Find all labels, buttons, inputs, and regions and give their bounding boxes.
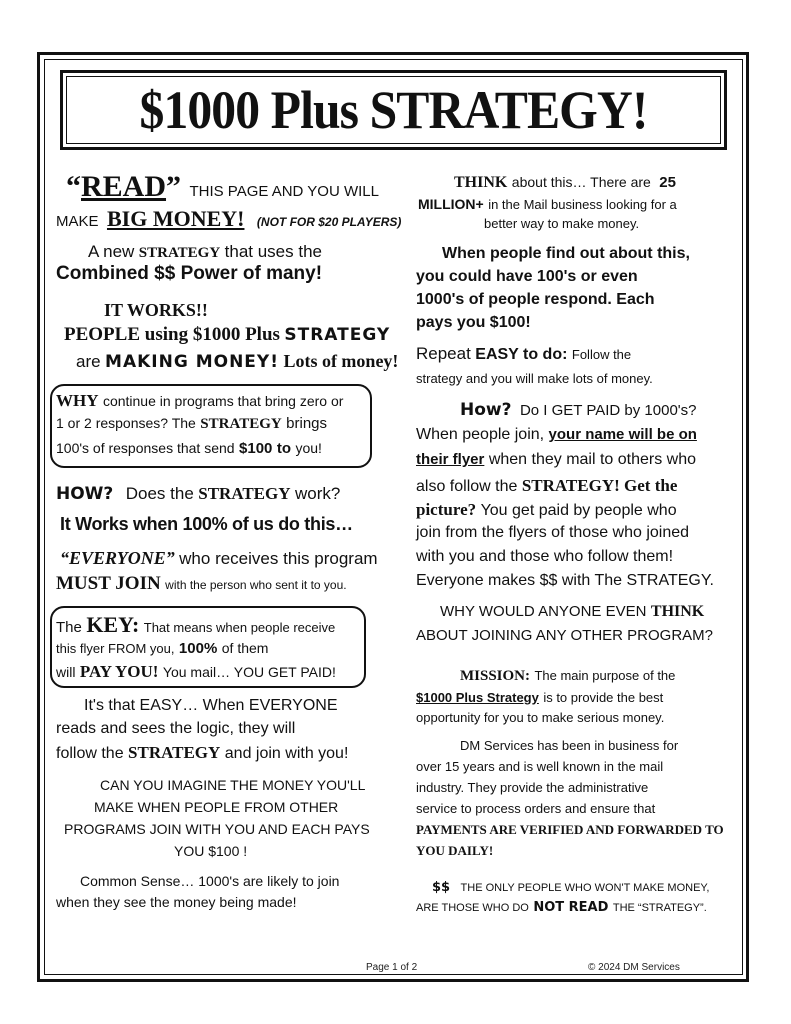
people-using-b: STRATEGY bbox=[284, 325, 391, 345]
key-line-1 bbox=[56, 612, 335, 637]
join-line-4 bbox=[416, 500, 677, 520]
how-strategy: STRATEGY bbox=[198, 484, 291, 503]
dm-line-6: YOU DAILY! bbox=[416, 843, 494, 858]
everyone-word: “EVERYONE” bbox=[60, 548, 175, 568]
page-number: Page 1 of 2 bbox=[366, 962, 418, 973]
why-line-2 bbox=[56, 415, 327, 433]
imagine-line-4: YOU $100 ! bbox=[174, 843, 248, 859]
imagine-line-1: CAN YOU IMAGINE THE MONEY YOU'LL bbox=[100, 777, 366, 793]
everyone-line bbox=[60, 548, 378, 569]
new-strategy-b: STRATEGY bbox=[138, 245, 221, 261]
repeat-word: Repeat bbox=[416, 344, 471, 363]
are-text: are bbox=[76, 352, 101, 371]
join-line-1 bbox=[416, 426, 697, 444]
only-2c: THE “STRATEGY”. bbox=[612, 902, 707, 914]
must-join-rest: with the person who sent it to you. bbox=[165, 578, 347, 592]
only-line-1 bbox=[432, 878, 709, 896]
how-paid-rest: Do I GET PAID by 1000's? bbox=[519, 402, 697, 419]
make-text: MAKE bbox=[56, 213, 99, 230]
repeat-rest: Follow the bbox=[571, 347, 632, 362]
think-word: THINK bbox=[454, 174, 508, 191]
why-anyone-line-2: ABOUT JOINING ANY OTHER PROGRAM? bbox=[416, 627, 713, 644]
dm-line-4: service to process orders and ensure that bbox=[416, 801, 656, 816]
it-works-when: It Works when 100% of us do this… bbox=[60, 514, 353, 534]
mission-2b: is to provide the best bbox=[543, 690, 664, 705]
everyone-rest: who receives this program bbox=[179, 549, 378, 568]
new-strategy-line bbox=[88, 242, 322, 262]
people-using-a: PEOPLE using $1000 Plus bbox=[64, 324, 280, 345]
why-line-3 bbox=[56, 440, 322, 458]
when-line-2: you could have 100's or even bbox=[416, 268, 638, 285]
why-anyone-think: THINK bbox=[650, 603, 705, 620]
dm-line-5: PAYMENTS ARE VERIFIED AND FORWARDED TO bbox=[416, 822, 724, 837]
imagine-line-3: PROGRAMS JOIN WITH YOU AND EACH PAYS bbox=[64, 821, 370, 837]
think-rest: about this… There are bbox=[511, 174, 651, 190]
key-line-2 bbox=[56, 640, 268, 658]
combined-line: Combined $$ Power of many! bbox=[56, 263, 323, 284]
big-money: BIG MONEY! bbox=[106, 206, 245, 231]
not-read: NOT READ bbox=[533, 900, 609, 915]
how-paid-word: How? bbox=[460, 400, 512, 420]
million-word: MILLION+ bbox=[418, 196, 484, 212]
why-100: $100 bbox=[239, 440, 273, 457]
number-25: 25 bbox=[659, 174, 676, 191]
how-paid-line bbox=[460, 401, 697, 421]
key-text-3c: You mail… YOU GET PAID! bbox=[162, 664, 336, 680]
why-text-1: continue in programs that bring zero or bbox=[102, 393, 344, 409]
imagine-line-2: MAKE WHEN PEOPLE FROM OTHER bbox=[94, 799, 339, 815]
not-for-note: (NOT FOR $20 PLAYERS) bbox=[256, 215, 402, 229]
key-100: 100% bbox=[178, 640, 218, 657]
new-strategy-a: A new bbox=[88, 242, 135, 261]
must-join-line bbox=[56, 573, 347, 595]
easy-to-do: EASY to do: bbox=[475, 346, 568, 363]
must-join: MUST JOIN bbox=[56, 573, 161, 594]
how-word: HOW? bbox=[56, 484, 114, 504]
join-1a: When people join, bbox=[416, 426, 545, 443]
why-strategy: STRATEGY bbox=[200, 416, 282, 432]
join-3a: also follow the bbox=[416, 478, 518, 495]
mission-line-3: opportunity for you to make serious money. bbox=[416, 710, 665, 725]
dm-line-3: industry. They provide the administrative bbox=[416, 780, 649, 795]
page-title: $1000 Plus STRATEGY! bbox=[139, 80, 648, 140]
read-word: READ bbox=[81, 170, 167, 203]
dollar-signs: $$ bbox=[432, 880, 451, 895]
why-text-2c: brings bbox=[286, 415, 328, 432]
quote-close: ” bbox=[166, 170, 182, 203]
making-money: MAKING MONEY! bbox=[105, 352, 279, 372]
mission-rest: The main purpose of the bbox=[534, 668, 676, 683]
make-line bbox=[56, 206, 401, 231]
join-line-6: with you and those who follow them! bbox=[416, 548, 674, 565]
why-anyone-line-1 bbox=[440, 603, 704, 621]
join-line-7: Everyone makes $$ with The STRATEGY. bbox=[416, 572, 714, 589]
key-the: The bbox=[56, 619, 82, 636]
their-flyer: their flyer bbox=[416, 451, 485, 468]
your-name: your name will be on bbox=[548, 426, 697, 443]
people-using-line bbox=[64, 324, 390, 346]
why-text-2a: 1 or 2 responses? The bbox=[56, 415, 196, 431]
key-line-3 bbox=[56, 662, 336, 682]
join-line-3 bbox=[416, 476, 677, 496]
lots-of-money: Lots of money! bbox=[283, 351, 399, 371]
think-line bbox=[454, 174, 676, 192]
repeat-line bbox=[416, 344, 631, 364]
join-line-2 bbox=[416, 451, 696, 469]
mission-line-2 bbox=[416, 689, 663, 707]
easy-strategy: STRATEGY bbox=[128, 743, 221, 762]
when-line-3: 1000's of people respond. Each bbox=[416, 291, 655, 308]
join-strategy: STRATEGY! Get the bbox=[521, 476, 678, 495]
easy-3a: follow the bbox=[56, 745, 124, 762]
key-text-2a: this flyer FROM you, bbox=[56, 641, 175, 656]
key-text-2c: of them bbox=[221, 640, 269, 656]
quote-open: “ bbox=[66, 170, 81, 203]
common-line-2: when they see the money being made! bbox=[56, 894, 297, 910]
common-line-1: Common Sense… 1000's are likely to join bbox=[80, 873, 340, 889]
why-word: WHY bbox=[56, 391, 99, 410]
only-1b: THE ONLY PEOPLE WHO WON'T MAKE MONEY, bbox=[460, 882, 710, 894]
why-you: you! bbox=[295, 440, 322, 456]
easy-3c: and join with you! bbox=[224, 745, 349, 762]
key-will: will bbox=[56, 664, 76, 680]
how-text-b: work? bbox=[294, 484, 341, 503]
only-line-2 bbox=[416, 898, 707, 916]
dm-line-1: DM Services has been in business for bbox=[460, 738, 679, 753]
mission-word: MISSION: bbox=[460, 668, 531, 684]
mission-strategy: $1000 Plus Strategy bbox=[416, 690, 539, 705]
read-rest: THIS PAGE AND YOU WILL bbox=[189, 183, 379, 200]
dm-line-2: over 15 years and is well known in the mail bbox=[416, 759, 664, 774]
mission-line-1 bbox=[460, 667, 675, 685]
how-text-a: Does the bbox=[125, 484, 194, 503]
million-rest: in the Mail business looking for a bbox=[488, 197, 677, 212]
copyright: © 2024 DM Services bbox=[588, 962, 680, 973]
only-2a: ARE THOSE WHO DO bbox=[416, 902, 529, 914]
easy-line-2: reads and sees the logic, they will bbox=[56, 720, 296, 737]
how-line bbox=[56, 484, 340, 505]
when-line-1: When people find out about this, bbox=[442, 245, 690, 262]
it-works: IT WORKS!! bbox=[104, 300, 208, 320]
why-line-1 bbox=[56, 391, 343, 411]
key-pay-you: PAY YOU! bbox=[79, 662, 159, 681]
key-text-1: That means when people receive bbox=[143, 620, 336, 635]
easy-line-1: It's that EASY… When EVERYONE bbox=[84, 697, 338, 714]
making-money-line bbox=[76, 351, 398, 373]
when-line-4: pays you $100! bbox=[416, 314, 531, 331]
better-line: better way to make money. bbox=[484, 216, 640, 231]
million-line bbox=[418, 196, 677, 214]
key-word: KEY: bbox=[86, 612, 140, 637]
easy-line-3 bbox=[56, 743, 348, 763]
read-line bbox=[66, 170, 379, 205]
picture-word: picture? bbox=[416, 500, 477, 519]
why-text-3a: 100's of responses that send bbox=[56, 440, 235, 456]
why-anyone-a: WHY WOULD ANYONE EVEN bbox=[440, 603, 647, 620]
repeat-line-2: strategy and you will make lots of money. bbox=[416, 371, 653, 386]
new-strategy-c: that uses the bbox=[224, 242, 322, 261]
join-line-5: join from the flyers of those who joined bbox=[416, 524, 690, 541]
join-2b: when they mail to others who bbox=[488, 451, 697, 468]
why-to: to bbox=[276, 440, 292, 457]
join-4b: You get paid by people who bbox=[480, 502, 677, 519]
